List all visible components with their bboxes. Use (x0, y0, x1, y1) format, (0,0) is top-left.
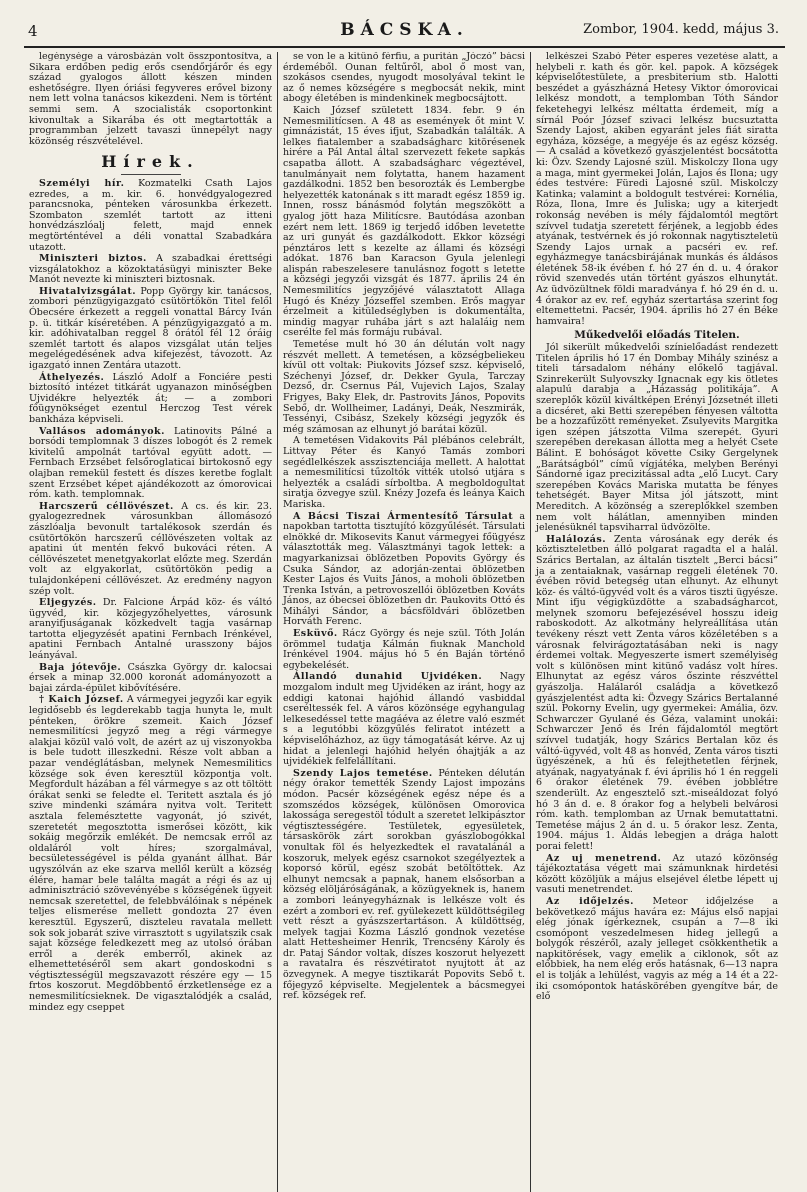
news-item-heading: Személyi hír. (39, 177, 125, 189)
news-item-text: Császka György dr. kalocsai érsek a minap 32.000 koronát adományozott a bajai zárda-épület kibővítésére. (29, 661, 272, 694)
news-item (283, 672, 525, 767)
news-item-heading: Esküvő. (293, 628, 338, 640)
news-item-text: A szabadkai érettségi vizsgálatokhoz a közoktatásügyi miniszter Beke Manót nevezte ki miniszteri biztosnak. (29, 253, 272, 286)
section-title-hirek: Hírek. (101, 152, 200, 172)
news-item (29, 663, 272, 695)
news-item (29, 287, 272, 372)
column-2 (277, 52, 530, 1192)
article-columns (24, 52, 785, 1192)
news-item-heading: † Kaich József. (39, 694, 124, 706)
news-item-text: Zenta városának egy derék és köztiszteletben álló polgarat ragadta el a halál. Szárics Bertalan, az általán tisztelt „Berci bácsi” ja a zentaiaknak, vasárnap reggeli életének 70. évében rövid betegség utan elhunyt. Az elhunyt köz- és váltó-ügyvéd volt és a város tiszti ügyésze. Mint ifju végigküzdötte a szabadságharcot, melynek szomoru befejezésével hosszu ideig raboskodott. Az alkotmány helyreállítása után tevékeny részt vett Zenta város közéletében s a városnak felvirágoztatásában neki is nagy érdemei voltak. Megyeszerte ismert személyiség volt s különösen mint kitünő vadász volt híres. Elhunytat az egész város őszinte részvéttel gyászolja. Halálaról családja a következő gyászjelentést adta ki: Özvegy Szárics Bertalanné szül. Pokorny Evelin, ugy gyermekei: Amália, özv. Schwarczer Gyulané és Géza, valamint unokái: Schwarczer Jenő és Irén fájdalomtól megtört szívvel tudatják, hogy Szárics Bertalan köz és váltó-ügyvéd, volt 48 as honvéd, Zenta város tiszti ügyészének, a hű és felejthetetlen férjnek, atyának, nagyatyának f. évi április hó 1 én reggeli 6 órakor életének 79. évében jobblétre szenderült. Az engesztelő szt.-miseáldozat folyó hó 3 án d. e. 8 órakor fog a helybeli belvárosi róm. kath. templomban az Urnak bemutattatni. Temetése május 2 án d. u. 5 órakor lesz. Zenta, 1904. május 1. Áldás lebegjen a drága halott porai felett! (536, 533, 778, 852)
news-item-text: Latinovits Pálné a borsódi templomnak 3 díszes lobogót és 2 remek kivitelű ampolnát tartóval együtt adott. — Fernbach Erzsébet felsőroglaticai birtokosnő egy olajban remekül festett és díszes keretbe foglalt szent Erzsébet képet ajándékozott az ómorovicai róm. kath. templomnak. (29, 425, 272, 501)
news-item-text: Rácz György és neje szül. Tóth Jolán örömmel tudatja Kálmán fiuknak Manchold Irénkével 1904. május hó 5 én Baján történő egybekelését. (283, 628, 526, 671)
news-item-text: A cs. és kir. 23. gyalogezrednek városunkban állomásozó zászlóalja bevonult tartalékosok szerdán és csütörtökön harcszerű céllövészeten voltak az apatini út mentén fekvő bukováci réten. A céllövészetet menetgyakorlat előzte meg. Szerdán volt az elgyakorlat, csütörtökön pedig a tulajdonképeni céllövészet. Az eredmény nagyon szép volt. (29, 500, 272, 597)
news-item-heading: Az uj menetrend. (546, 852, 662, 864)
column-1-intro: legénysége a városbázán volt összpontosítva, a Sikara erdőben pedig erős csendőrjárőr és egy század gyalogos állott készen minden eshetőségre. Ilyen óriási fegyveres erővel bizony nem lett volna tanácsos kikezdeni. Nem is történt semmi sem. A szocialisták csoportonkint kivonultak a Sikarába és ott megtartották a programmban jelzett tavaszi ünnepélyt nagy közönség részvételével. (29, 52, 272, 147)
column-2-items (283, 512, 525, 1002)
news-item (536, 897, 778, 1003)
news-item-heading: Az időjelzés. (546, 895, 634, 907)
column-3 (530, 52, 783, 1192)
news-item-heading: Áthelyezés. (39, 371, 105, 383)
news-item-heading: Műkedvelői előadás Titelen. (574, 329, 740, 342)
news-item-heading: A Bácsi Tiszai Ármentesítő Társulat (293, 510, 514, 522)
news-item (283, 769, 525, 1002)
article-paragraph: Kaich József született 1834. febr. 9 én Nemesmilitícsen. A 48 as események őt mint V. gimnázistát, 15 éves ifjut, Szabadkán találták. A lelkes fiatalember a szabadságharc kitörésenek hirére a Pál Antal által szervezett fekete sapkás csapatba állott. A szabadságharc végeztével, tanulmányait nem folytatta, hanem hazament gazdálkodni. 1852 ben besorozták és Lembergbe helyezették katonának s itt maradt egész 1859 ig. Innen, rossz bánásmód folytán megszökött a gyalog jött haza Militícsre. Bautódása azonban ezért nem lett. 1869 ig terjedő időben levetette az uri gunyát és gazdálkodott. Ekkor községi pénztáros lett s kezelte az állami és községi adókat. 1876 ban Karacson Gyula jelenlegi alispán rabeszelesere tanulásnoz fogott s letette a községi jegyzői vizsgát és 1877. április 24 én Nemesmilitícs jegyzőjévé választatott Allaga Hugó és Knézy Józseffel szemben. Erős magyar érzelmeit a kitüledséglyben is dokumentálta, mindig magyar ruhába járt s azt halaláig nem cserélte fel más formáju rubával. (283, 104, 525, 339)
masthead: BÁCSKA. (340, 20, 469, 40)
column-2-paragraphs (283, 106, 525, 511)
news-item-text: László Adolf a Fonciére pesti biztosító intézet titkárát ugyanazon minőségben Ujvidékre helyezték át; — a zombori főügynökséget ezentul Herczog Test vérek bankháza képviseli. (29, 371, 272, 425)
news-item (29, 179, 272, 253)
news-item-heading: Hivatalvizsgálat. (39, 285, 137, 297)
news-item-text: Pénteken délután négy órakor temették Szendy Lajost impozáns módon. Pacsér községének egész népe és a szomszédos községek, különösen Omorovica lakossága seregestöl tódult a szeretet lelkipásztor végtisztességére. Testületek, egyesületek, társaskörök zárt sorokban gyászlobogókkal vonultak föl és helyezkedtek el ravatalánál a koszoruk, melyek egész csarnokot szegélyeztek a koporsó körül, egész szobát betöltöttek. Az elhunyt nemcsak a papnak, hanem elsősorban a község elöljáróságának, a közügyeknek is, hanem a zombori leányegyháznak is lelkésze volt és ezért a zombori ev. ref. gyülekezett küldöttségileg vett részt a gyászszertartáson. A küldöttség, melyek tagjai Kozma László gondnok vezetése alatt Hettesheimer Henrik, Trencsény Károly és dr. Pataj Sándor voltak, díszes koszorut helyezett a ravatalra és részvétiratot nyujtott át az özvegynek. A megye tisztikarát Popovits Sebő t. főjegyző képviselte. Megjelentek a bácsmegyei ref. községek ref. (283, 767, 526, 1002)
news-item-heading: Harcszerű céllövészet. (39, 500, 174, 512)
news-item (29, 502, 272, 597)
column-1 (24, 52, 277, 1192)
news-item-heading: Állandó dunahid Ujvidéken. (293, 671, 483, 683)
issue-date: Zombor, 1904. kedd, május 3. (583, 22, 779, 37)
news-item-heading: Baja jótevője. (39, 661, 122, 673)
news-item-text: Popp György kir. tanácsos, zombori pénzügyigazgató csütörtökön Titel felől Óbecsére érkezett a reggeli vonattal Bárcy Iván p. ü. titkár kíséretében. A pénzügyigazgató a m. kir. adóhivatalban reggel 8 órától fél 12 óráig szemlét tartott és alapos vizsgálat után teljes megelégedésének adva kifejezést, távozott. Az igazgató innen Zentára utazott. (29, 285, 273, 372)
column-3-items (536, 330, 778, 1002)
news-item (29, 427, 272, 501)
news-item-text: Jól sikerült műkedvelői színielőadást rendezett Titelen április hó 17 én Dombay Mihály szinész a titeli társadalom néhány előkelő tagjával. Szinrekerült Sulyovszky Ignacnak egy kis ötletes alapulú darabja a „Házasság politikája”. A szereplők közül kiváltképen Erényi Józsetnét illeti a dicséret, aki Betti szerepében fényesen váltotta be a hozzafűzött reményeket. Zsulyevits Margitka igen szépen játszotta Vilma szerepét. Gyuri szerepében derekasan állotta meg a helyét Csete Bálint. E bohóságot követte Csiky Gergelynek „Barátságból” című vígjátéka, melyben Berényi Sándorné igaz precizitással adta „elő Lucyt. Cary szerepében Kovács Mariska mutatta be fényes tehetségét. Bayer Mitsa jól játszott, mint Mereditch. A közönség a szereplőkkel szemben nem volt hálátlan, amennyiben minden jelenésüknél tapsviharral üdvözölte. (536, 342, 778, 534)
column-1-items (29, 179, 272, 1013)
article-paragraph: Temetése mult hó 30 án délután volt nagy részvét mellett. A temetésen, a községbeliekeu kívül ott voltak: Piukovits József szsz. képviselő, Széchenyi József, dr. Dekker Gyula, Tarczay Dezső, dr. Csernus Pál, Vujevich Lajos, Szalay Frigyes, Baky Elek, dr. Pastrovits János, Popovits Sebő, dr. Wollheimer, Ladányi, Deák, Neszmirák, Tessényi, Csibász, Szekely községi jegyzők és még számosan az elhunyt jó barátai közül. (283, 339, 525, 435)
news-item (29, 373, 272, 426)
news-item (29, 254, 272, 286)
news-item-heading: Szendy Lajos temetése. (293, 767, 433, 779)
news-item-text: Meteor időjelzése a bekövetkező május havára ez: Május első napjai elég jónak ígérkeznek, csupán a 7—8 iki csomópont veszedelmesen hideg jellegű a bolygók részéről, azaly jelleget csökkenthetik a napkitörések, vagy emelik a ciklonok, sőt az előbbiek, ha nem elég erős hatásnak, 6—13 napra el is tolják a lehülést, vagyis az még a 14 ét a 22-iki csomópontok hatáskörében gyengítve bár, de elő (536, 895, 778, 1003)
news-item-text: Az utazó közönség tájékoztatása végett mai számunknak hirdetési között közöljük a május elsejével életbe lépett uj vasuti menetrendet. (536, 852, 778, 896)
news-item-text: a napokban tartotta tisztujító közgyűlését. Társulati elnökké dr. Mikosevits Kanut vármegyei főügyész választották meg. Választmányi tagok lettek: a magyarkanizsai öblözetben Popovits György és Csuka Sándor, az adorján-zentai öblözetben Kester Lajos és Vuits János, a moholi öblözetben Trenka István, a petrovoszellói öblözetben Kováts János, az óbecsei öblözetben dr. Paukovits Ottó és Mihályi Sándor, a bácsföldvári öblözetben Horváth Ferenc. (283, 510, 525, 628)
news-item (29, 695, 272, 1013)
news-item-heading: Eljegyzés. (39, 597, 97, 609)
news-item (536, 535, 778, 853)
news-item-text: Kozmatelki Csath Lajos ezredes, a m. kir. 6. honvédgyalogezred parancsnoka, pénteken városunkba érkezett. Szombaton szemlét tartott az itteni honvédzászlóalj felett, majd ennek megtörténtével a déli vonattal Szabadkára utazott. (29, 177, 272, 253)
news-item-text: Nagy mozgalom indult meg Ujvidéken az iránt, hogy az eddigi katonai hajóhid állandó vasbiddal cseréltessék fel. A város közönsége egyhangulag lelkesedéssel tette magáéva az életre való eszmét s a legutóbbi közgyűlés feliratot intézett a képviselőházhoz, az ügy támogatását kérve. Az uj hidat a jelenlegi hajóhid helyén óhajtják a az ujvidékiek felfelállítani. (283, 671, 525, 768)
news-item (283, 512, 525, 629)
news-item-heading: Vallásos adományok. (39, 425, 165, 437)
news-item (29, 598, 272, 662)
news-item-heading: Miniszteri biztos. (39, 253, 147, 265)
section-divider (121, 174, 181, 175)
article-paragraph: A temetésen Vidakovits Pál plébános celebrált, Littvay Péter és Kanyó Tamás zombori segédlelkészek asszisztenciája mellett. A halottat a nemesmilitícsi tűzoltók vitték utolsó utjára s helyezték a családi sírboltba. A megboldogultat siratja özvegye szül. Knézy Jozefa és leánya Kaich Mariska. (283, 435, 525, 510)
column-3-intro: lelkészei Szabó Péter esperes vezetése alatt, a helybeli r. kath és gör. kel. papok. A községek képviselőtestülete, a presbiterium stb. Halotti beszédet a gyászházná Hetesy Viktor ómorovicai lelkész mondott, a templomban Tóth Sándor feketehegyi lelkész méltatta érdemeit, míg a sírnál Poór József szivaci lelkész bucsuztatta Szendy Lajost, akiben egyaránt jeles fiát siratta egyháza, községe, a megyéje és az egész község. — A család a következő gyászjelentést bocsátotta ki: Özv. Szendy Lajosné szül. Miskolczy Ilona ugy a maga, mint gyermekei Jolán, Lajos és Ilona; ugy édes testvére: Füredi Lajosné szül. Miskolczy Katinka; valamint a boldogult testvérei: Kornélia, Róza, Ilona, Imre és Juliska; ugy a kiterjedt rokonság nevében is mély fájdalomtól megtört szívvel tudatja szeretett férjének, a legjobb édes atyának, testvérnek és jó rokonnak nagytiszteletü Szendy Lajos urnak a pacséri ev. ref. egyházmegye tanácsbirájának munkás és áldásos életének 58-ik évében f. hó 27 én d. u. 4 órakor rövid szenvedés után történt gyászos elhunytát. Az üdvözültnek földi maradványa f. hó 29 én d. u. 4 órakor az ev. ref. egyház szertartása szerint fog eltemettetni. Pacsér, 1904. április hó 27 én Béke hamvaira! (536, 52, 778, 327)
page-number: 4 (28, 22, 38, 40)
page-header (24, 18, 785, 48)
news-item-text: Dr. Falcione Árpád köz- és váltó ügyvéd, kir. közjegyzőhelyettes, városunk aranyifjuságanak közkedvelt tagja vasárnap tartotta eljegyzését apatini Fernbach Irénkével, apatini Fernbach Antalné urasszony bájos leányával. (29, 597, 272, 662)
news-item (536, 854, 778, 896)
column-2-intro: se von le a kitűnő férfiu, a puritán „Jóczó” bácsi érdeméből. Ounan feltűről, abol ő most van, szokásos csendes, nyugodt mosolyával tekint le az ő nemes községére s megbocsát nekik, mint abogy életében is mindenkinek megbocsájtott. (283, 52, 525, 105)
news-item-heading: Halálozás. (546, 533, 607, 545)
news-item-text: A vármegyei jegyzői kar egyik legidősebb és legderekabb tagja hunyta le, mult pénteken, örökre szemeit. Kaich József nemesmilitícsi jegyző meg a régi vármegye alakjai közül való volt, de azért az uj viszonyokba is bele tudott illeszkedni. Része volt abban a pazar vendéglátásban, melynek Nemesmilitics községe sok éven keresztül központja volt. Megfordult házában a fél vármegye s az ott töltött órákat senki se feledte el. Teritett asztala és jó szive mindenki számára nyitva volt. Teritett asztala felemésztette vagyonát, jó szivét, szeretetét megosztotta ismerősei között, kik sokáig megőrzik emlékét. De nemcsak erről az oldaláról volt híres; szorgalmával, becsületességével is példa gyanánt állhat. Bár ugyszólván az eke szarva mellől került a község élére, hamar bele találta magát a régi és az uj adminisztráció szövevényébe s községének ügyeit nemcsak szeretettel, de felebbválóinak s népének teljes elismerése mellett gondozta 27 éven keresztül. Egyszerű, diszteleu ravatala mellett sok sok jobarát szive virrasztott s ugyilatszik csak sajat községe feledkezett meg az utolsó órában erről a derék emberről, akinek az elhemettetéséről sem akart gondoskodni s végtisztességül megszavazott részére egy — 15 frtos koszorut. Megdöbbentő érzketlensége ez a nemesmilitícsieknek. De vigasztalódjék a család, mindez egy cseppet (29, 694, 272, 1013)
news-item (283, 629, 525, 671)
